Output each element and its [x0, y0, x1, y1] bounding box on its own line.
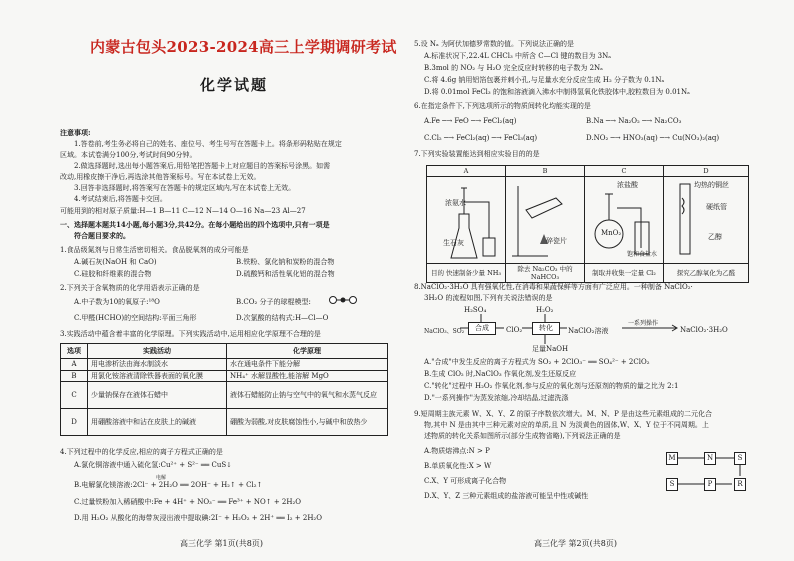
q3-practice-table [60, 343, 388, 436]
exam-title: 内蒙古包头2023-2024高三上学期调研考试 [90, 38, 397, 56]
q1-stem: 1.食品级氮剂与日常生活密切相关。食品脱氧剂的成分可能是 [60, 246, 249, 254]
notice-line: 4.考试结束后,将答题卡交回。 [74, 195, 167, 203]
q9-option-c: C.X、Y 可形成离子化合物 [424, 477, 507, 485]
notice-line: 2.做选择题时,选出每小题答案后,用铅笔把答题卡上对应题目的答案标号涂黑。如需 [74, 162, 331, 170]
table-row [427, 264, 749, 283]
notice-line: 改动,用橡皮擦干净后,再选涂其他答案标号。写在本试卷上无效。 [60, 173, 261, 181]
table-cell: 用电渗析法由海水制淡水 [88, 359, 227, 371]
q9-stem: 述物质的转化关系如图所示(部分生成物省略),下列说法正确的是 [424, 432, 621, 440]
flow-label: ClO₂ [506, 326, 523, 334]
q6-stem: 6.在指定条件下,下列选项所示的物质间转化均能实现的是 [414, 102, 591, 110]
table-cell: NH₄⁺ 水解显酸性,能溶解 MgO [227, 370, 388, 382]
q8-option-d: D."一系列操作"为蒸发浓缩,冷却结晶,过滤洗涤 [424, 394, 569, 402]
q8-flow-diagram [424, 306, 754, 354]
table-header: 选项 [61, 344, 88, 359]
flow-label: NaClO₂溶液 [568, 327, 609, 335]
table-cell: 目的 快速制备少量 NH₃ [427, 264, 506, 283]
apparatus-label: 生石灰 [443, 239, 464, 247]
table-row [61, 409, 388, 436]
table-header: A [427, 166, 506, 177]
table-cell: 探究乙醇氧化为乙醛 [664, 264, 749, 283]
apparatus-label: 浓盐酸 [617, 181, 638, 189]
table-cell: 少量钠保存在液体石蜡中 [88, 382, 227, 409]
q5-option-d: D.将 0.01mol FeCl₃ 的饱和溶液滴入沸水中制得氢氧化铁胶体中,胶粒数目为 0.01Nₐ [424, 88, 690, 96]
apparatus-label: 硬纸管 [706, 203, 727, 211]
table-row [61, 382, 388, 409]
q8-option-b: B.生成 ClO₂ 时,NaClO₃ 作氧化剂,发生还原反应 [424, 370, 577, 378]
electrolysis-condition: 电解 [156, 475, 167, 481]
q9-stem: 物,其中 N 是由其中三种元素对应的单质,且 N 为淡黄色的固体,W、X、Y 位于不同周期。上 [424, 421, 709, 429]
q6-option-c: C.Cl₂ ─→ FeCl₂(aq) ─→ FeCl₃(aq) [424, 134, 538, 142]
ammonia-apparatus-drawing [429, 178, 503, 260]
q8-option-c: C."转化"过程中 H₂O₂ 作氧化剂,参与反应的氧化剂与还原剂的物质的量之比为 2:1 [424, 382, 679, 390]
q2-option-b: B.CO₂ 分子的球棍模型: [236, 298, 311, 306]
page-2-column [410, 0, 755, 561]
table-cell: D [61, 409, 88, 436]
heating-apparatus-drawing [508, 178, 582, 260]
table-header: C [585, 166, 664, 177]
notice-heading: 注意事项: [60, 128, 91, 137]
q2-stem: 2.下列关于含氧物质的化学用语表示正确的是 [60, 284, 200, 292]
atomic-masses: 可能用到的相对原子质量:H—1 B—11 C—12 N—14 O—16 Na—23 Al—27 [60, 207, 306, 215]
table-cell: 除去 Na₂CO₃ 中的 NaHCO₃ [506, 264, 585, 283]
apparatus-label: 乙醇 [708, 233, 722, 241]
table-cell: 水在通电条件下能分解 [227, 359, 388, 371]
q6-option-a: A.Fe ─→ FeO ─→ FeCl₂(aq) [424, 117, 517, 125]
q9-option-a: A.物质熔沸点:N > P [424, 447, 490, 455]
apparatus-c [585, 177, 664, 264]
node-s-lower: S [666, 478, 678, 491]
node-m: M [666, 452, 678, 465]
q8-stem: 3H₂O 的流程如图,下列有关说法错误的是 [424, 294, 553, 302]
apparatus-label: 碎瓷片 [546, 237, 567, 245]
section-heading: 一、选择题本题共14小题,每小题3分,共42分。在每小题给出的四个选项中,只有一项是 [60, 220, 330, 229]
apparatus-label: 浓氨水 [445, 199, 466, 207]
node-s: S [734, 452, 746, 465]
q5-option-b: B.3mol 的 NO₂ 与 H₂O 完全反应时转移的电子数为 2Nₐ [424, 64, 603, 72]
q9-transform-diagram [664, 446, 750, 496]
flow-label: 一系列操作 [628, 320, 659, 327]
notice-line: 区域。本试卷满分100分,考试时间90分钟。 [60, 151, 197, 159]
table-header: B [506, 166, 585, 177]
exam-subtitle: 化学试题 [200, 76, 269, 94]
table-header-row [427, 166, 749, 177]
chlorine-apparatus-drawing [587, 178, 661, 260]
q1-option-a: A.碱石灰(NaOH 和 CaO) [74, 258, 157, 266]
table-header-row [61, 344, 388, 359]
table-cell: 用硼酸溶液中和沾在皮肤上的碱液 [88, 409, 227, 436]
q9-stem: 9.短周期主族元素 W、X、Y、Z 的原子序数依次增大。M、N、P 是由这些元素组成的二元化合 [414, 410, 713, 418]
table-cell: 用氯化铵溶液清除铁器表面的氧化膜 [88, 370, 227, 382]
flow-label: H₂SO₄ [464, 306, 487, 314]
q1-option-b: B.铁粉、氯化钠和炭粉的混合物 [236, 258, 335, 266]
node-r: R [734, 478, 746, 491]
flow-step-synthesis: 合成 [468, 322, 496, 335]
q3-stem: 3.实践活动中蕴含着丰富的化学原理。下列实践活动中,运用相应化学原理不合理的是 [60, 330, 321, 338]
q6-option-d: D.NO₂ ─→ HNO₃(aq) ─→ Cu(NO₃)₂(aq) [586, 134, 720, 142]
ethanol-oxidation-drawing [666, 178, 746, 260]
apparatus-label: 饱和食盐水 [627, 251, 658, 258]
q6-option-b: B.Na ─→ Na₂O₂ ─→ Na₂CO₃ [586, 117, 682, 125]
table-row [427, 177, 749, 264]
notice-line: 1.答卷前,考生务必将自己的姓名、座位号、考生号写在答题卡上。将条形码粘贴在规定 [74, 140, 342, 148]
table-row [61, 370, 388, 382]
flow-arrows [424, 306, 754, 354]
table-row [61, 359, 388, 371]
q7-stem: 7.下列实验装置能达到相应实验目的的是 [414, 150, 540, 158]
q2-option-d: D.次氯酸的结构式:H—Cl—O [236, 314, 329, 322]
node-n: N [704, 452, 716, 465]
flow-label: H₂O₂ [536, 306, 554, 314]
q9-option-d: D.X、Y、Z 三种元素组成的盐溶液可能呈中性或碱性 [424, 492, 589, 500]
q1-option-c: C.硅胶和纤维素的混合物 [74, 270, 152, 278]
page-footer: 高三化学 第1页(共8页) [180, 539, 263, 548]
q4-option-a: A.氯化铜溶液中通入硫化氢:Cu²⁺ + S²⁻ ══ CuS↓ [74, 461, 233, 469]
table-header: 化学原理 [227, 344, 388, 359]
apparatus-b [506, 177, 585, 264]
table-cell: B [61, 370, 88, 382]
flow-label: NaClO₃、SO₂ [424, 328, 465, 335]
q2-option-c: C.甲醛(HCHO)的空间结构:平面三角形 [74, 314, 197, 322]
q1-option-d: D.硫酸钙和活性氧化铝的混合物 [236, 270, 335, 278]
table-cell: 液体石蜡能防止钠与空气中的氧气和水蒸气反应 [227, 382, 388, 409]
q4-stem: 4.下列过程中的化学反应,相应的离子方程式正确的是 [60, 448, 223, 456]
table-header: 实践活动 [88, 344, 227, 359]
table-cell: 制取并收集一定量 Cl₂ [585, 264, 664, 283]
flow-step-conversion: 转化 [532, 322, 560, 335]
apparatus-label: MnO₂ [601, 229, 622, 237]
q7-apparatus-table [426, 165, 749, 283]
page-1-column [60, 0, 400, 561]
q4-option-d: D.用 H₂O₂ 从酸化的海带灰浸出液中提取碘:2I⁻ + H₂O₂ + 2H⁺ ══ I₂ + 2H₂O [74, 514, 322, 522]
q5-stem: 5.设 Nₐ 为阿伏加德罗常数的值。下列说法正确的是 [414, 40, 574, 48]
q5-option-a: A.标准状况下,22.4L CHCl₃ 中所含 C—Cl 键的数目为 3Nₐ [424, 52, 611, 60]
co2-ball-stick-model [328, 292, 358, 308]
table-cell: A [61, 359, 88, 371]
apparatus-label: 均热的铜丝 [694, 181, 729, 189]
page-footer: 高三化学 第2页(共8页) [534, 539, 617, 548]
node-p: P [704, 478, 716, 491]
q2-option-a: A.中子数为10的氧原子:¹⁸O [74, 298, 160, 306]
table-cell: C [61, 382, 88, 409]
flow-label: 足量NaOH [532, 345, 569, 353]
q8-option-a: A."合成"中发生反应的离子方程式为 SO₂ + 2ClO₃⁻ ══ SO₄²⁻ + 2ClO₂ [424, 358, 650, 366]
apparatus-a [427, 177, 506, 264]
q9-option-b: B.单质氧化性:X > W [424, 462, 492, 470]
table-cell: 硼酸为弱酸,对皮肤腐蚀性小,与碱中和放热少 [227, 409, 388, 436]
q4-option-c: C.过量铁粉加入稀硝酸中:Fe + 4H⁺ + NO₃⁻ ══ Fe³⁺ + NO↑ + 2H₂O [74, 498, 302, 506]
apparatus-d [664, 177, 749, 264]
q8-stem: 8.NaClO₂·3H₂O 具有强氧化性,在消毒和果蔬保鲜等方面有广泛应用。一种制备 NaClO₂· [414, 283, 693, 291]
q5-option-c: C.将 4.6g 钠用铝箔包裹并刺小孔,与足量水充分反应生成 H₂ 分子数为 0.1Nₐ [424, 76, 665, 84]
flow-label: NaClO₂·3H₂O [680, 326, 728, 334]
table-header: D [664, 166, 749, 177]
notice-line: 3.回答非选择题时,将答案写在答题卡的规定区域内,写在本试卷上无效。 [74, 184, 296, 192]
section-heading: 符合题目要求的。 [74, 231, 130, 240]
q4-option-b: B.电解氯化镁溶液:2Cl⁻ + 2H₂O ══ 2OH⁻ + H₂↑ + Cl₂↑ [74, 481, 263, 489]
